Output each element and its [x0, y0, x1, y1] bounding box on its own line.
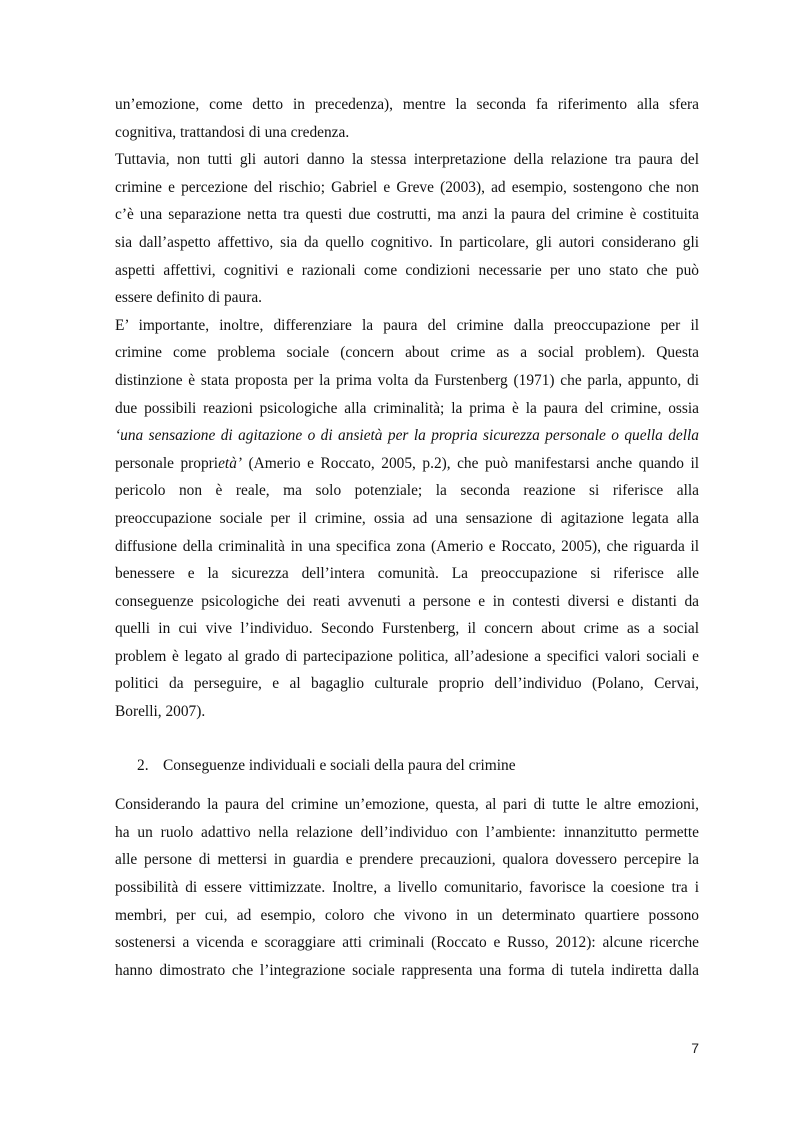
paragraph-4: [115, 791, 699, 984]
quote-end-italic: età’: [218, 454, 243, 472]
text-line: c’è una separazione netta tra questi due costrutti, ma anzi la paura del crimine è costituita: [115, 206, 699, 224]
italic-quote-line: [115, 422, 699, 450]
text-line: ha un ruolo adattivo nella relazione dell’individuo con l’ambiente: innanzitutto permette: [115, 823, 699, 841]
text-line: Considerando la paura del crimine un’emozione, questa, al pari di tutte le altre emozioni,: [115, 796, 699, 814]
text-line: preoccupazione sociale per il crimine, ossia ad una sensazione di agitazione legata alla: [115, 509, 699, 527]
text-line: quelli in cui vive l’individuo. Secondo Furstenberg, il concern about crime as a social: [115, 620, 699, 638]
text-line: E’ importante, inoltre, differenziare la paura del crimine dalla preoccupazione per il: [115, 316, 699, 334]
text-line: politici da perseguire, e al bagaglio culturale proprio dell’individuo (Polano, Cervai,: [115, 675, 699, 693]
text-line: benessere e la sicurezza dell’intera comunità. La preoccupazione si riferisce alle: [115, 565, 699, 583]
section-heading: [115, 752, 699, 780]
document-body: [115, 91, 699, 984]
text-line: diffusione della criminalità in una specifica zona (Amerio e Roccato, 2005), che riguarda il: [115, 537, 699, 555]
text-line: pericolo non è reale, ma solo potenziale; la seconda reazione si riferisce alla: [115, 482, 699, 500]
text-line: un’emozione, come detto in precedenza), mentre la seconda fa riferimento alla sfera: [115, 96, 699, 113]
paragraph-1: [115, 91, 699, 146]
text-line: possibilità di essere vittimizzate. Inoltre, a livello comunitario, favorisce la coesione tra i: [115, 879, 699, 897]
text-line: essere definito di paura.: [115, 289, 263, 307]
section-title: Conseguenze individuali e sociali della paura del crimine: [163, 756, 516, 774]
heading-spacer: [115, 779, 699, 791]
text-line: distinzione è stata proposta per la prima volta da Furstenberg (1971) che parla, appunto, di: [115, 371, 699, 389]
paragraph-2: [115, 146, 699, 312]
text-line: alle persone di mettersi in guardia e prendere precauzioni, qualora dovessero percepire la: [115, 851, 699, 869]
quote-end-normal: personale propri: [115, 454, 219, 472]
text-line: sia dall’aspetto affettivo, sia da quello cognitivo. In particolare, gli autori considerano gli: [115, 233, 699, 251]
text-line: membri, per cui, ad esempio, coloro che vivono in un determinato quartiere possono: [115, 906, 699, 924]
paragraph-3: [115, 312, 699, 726]
text-line: hanno dimostrato che l’integrazione sociale rappresenta una forma di tutela indiretta dalla: [115, 961, 699, 979]
text-line: problem è legato al grado di partecipazione politica, all’adesione a specifici valori sociali e: [115, 647, 699, 665]
text-line: crimine e percezione del rischio; Gabriel e Greve (2003), ad esempio, sostengono che non: [115, 178, 699, 196]
text-line: sostenersi a vicenda e scoraggiare atti criminali (Roccato e Russo, 2012): alcune ricerche: [115, 934, 699, 952]
italic-quote: ‘una sensazione di agitazione o di ansietà per la propria sicurezza personale o quella della: [115, 427, 699, 445]
text-line: Tuttavia, non tutti gli autori danno la stessa interpretazione della relazione tra paura del: [115, 151, 699, 169]
text-line: cognitiva, trattandosi di una credenza.: [115, 123, 350, 141]
text-line: aspetti affettivi, cognitivi e razionali come condizioni necessarie per uno stato che può: [115, 261, 699, 279]
text-line: conseguenze psicologiche dei reati avvenuti a persone e in contesti diversi e distanti da: [115, 592, 699, 610]
text-line: due possibili reazioni psicologiche alla criminalità; la prima è la paura del crimine, ossia: [115, 399, 699, 417]
text-line: crimine come problema sociale (concern about crime as a social problem). Questa: [115, 344, 699, 362]
quote-citation: (Amerio e Roccato, 2005, p.2), che può manifestarsi anche quando il: [242, 454, 700, 472]
mixed-quote-line: [115, 450, 699, 478]
page-number: 7: [691, 1040, 699, 1056]
section-number: 2.: [137, 756, 149, 774]
text-line: Borelli, 2007).: [115, 703, 206, 721]
section-spacer: [115, 726, 699, 752]
